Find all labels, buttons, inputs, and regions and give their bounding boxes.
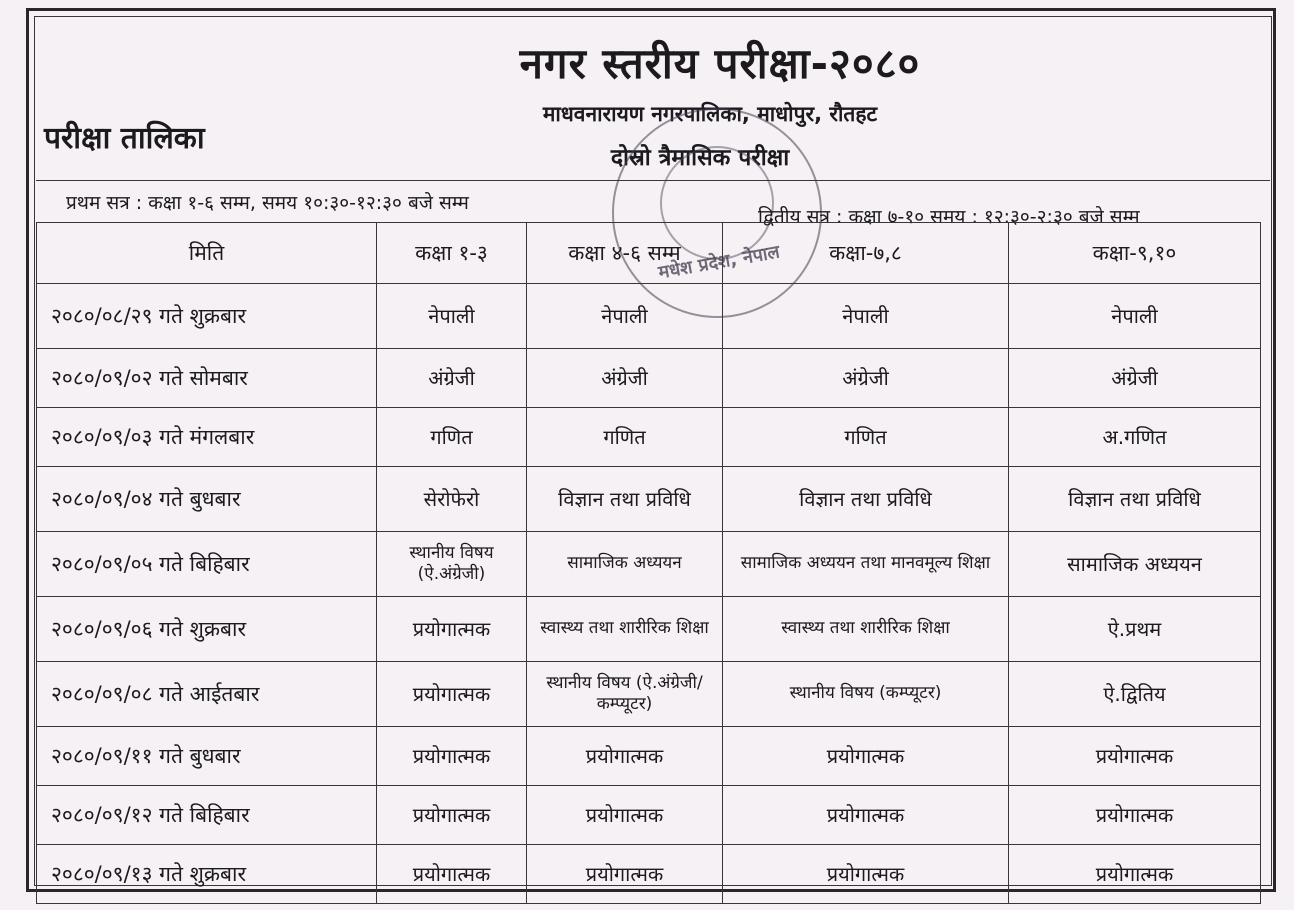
table-row bbox=[37, 467, 1261, 532]
subject-class-4-6: प्रयोगात्मक bbox=[527, 786, 723, 845]
column-header-class-9-10: कक्षा-९,१० bbox=[1009, 223, 1261, 284]
subject-class-1-3: अंग्रेजी bbox=[377, 349, 527, 408]
exam-name: दोस्रो त्रैमासिक परीक्षा bbox=[610, 145, 790, 171]
column-header-date: मिति bbox=[37, 223, 377, 284]
session-info-row bbox=[36, 180, 1270, 228]
subject-class-7-8: प्रयोगात्मक bbox=[723, 845, 1009, 904]
exam-date: २०८०/०९/०६ गते शुक्रबार bbox=[37, 597, 377, 662]
subject-class-7-8: विज्ञान तथा प्रविधि bbox=[723, 467, 1009, 532]
exam-date: २०८०/०९/०३ गते मंगलबार bbox=[37, 408, 377, 467]
exam-date: २०८०/०९/०४ गते बुधबार bbox=[37, 467, 377, 532]
table-row bbox=[37, 408, 1261, 467]
table-row bbox=[37, 284, 1261, 349]
exam-timetable bbox=[36, 222, 1261, 904]
page-title: नगर स्तरीय परीक्षा-२०८० bbox=[519, 39, 921, 88]
subject-class-9-10: प्रयोगात्मक bbox=[1009, 727, 1261, 786]
subject-class-7-8: अंग्रेजी bbox=[723, 349, 1009, 408]
subject-class-1-3: प्रयोगात्मक bbox=[377, 662, 527, 727]
subject-class-1-3: प्रयोगात्मक bbox=[377, 845, 527, 904]
subject-class-9-10: प्रयोगात्मक bbox=[1009, 786, 1261, 845]
subject-class-7-8: स्थानीय विषय (कम्प्यूटर) bbox=[723, 662, 1009, 727]
exam-date: २०८०/०९/१२ गते बिहिबार bbox=[37, 786, 377, 845]
subject-class-4-6: प्रयोगात्मक bbox=[527, 727, 723, 786]
subject-class-4-6: विज्ञान तथा प्रविधि bbox=[527, 467, 723, 532]
subject-class-1-3: सेरोफेरो bbox=[377, 467, 527, 532]
subject-class-7-8: प्रयोगात्मक bbox=[723, 727, 1009, 786]
seal-text: मधेश प्रदेश, नेपाल bbox=[656, 241, 782, 284]
subject-class-9-10: अंग्रेजी bbox=[1009, 349, 1261, 408]
table-row bbox=[37, 727, 1261, 786]
table-row bbox=[37, 532, 1261, 597]
exam-date: २०८०/०९/०८ गते आईतबार bbox=[37, 662, 377, 727]
subject-class-1-3: प्रयोगात्मक bbox=[377, 597, 527, 662]
table-row bbox=[37, 845, 1261, 904]
exam-date: २०८०/०९/१३ गते शुक्रबार bbox=[37, 845, 377, 904]
subject-class-7-8: प्रयोगात्मक bbox=[723, 786, 1009, 845]
subject-class-4-6: स्वास्थ्य तथा शारीरिक शिक्षा bbox=[527, 597, 723, 662]
table-row bbox=[37, 662, 1261, 727]
first-session-info: प्रथम सत्र : कक्षा १-६ सम्म, समय १०:३०-१२:३० बजे सम्म bbox=[66, 192, 469, 214]
column-header-class-1-3: कक्षा १-३ bbox=[377, 223, 527, 284]
subject-class-9-10: ऐ.द्वितिय bbox=[1009, 662, 1261, 727]
subject-class-7-8: स्वास्थ्य तथा शारीरिक शिक्षा bbox=[723, 597, 1009, 662]
subject-class-1-3: प्रयोगात्मक bbox=[377, 727, 527, 786]
subject-class-9-10: विज्ञान तथा प्रविधि bbox=[1009, 467, 1261, 532]
subject-class-9-10: सामाजिक अध्ययन bbox=[1009, 532, 1261, 597]
table-row bbox=[37, 597, 1261, 662]
subject-class-4-6: अंग्रेजी bbox=[527, 349, 723, 408]
subject-class-1-3: प्रयोगात्मक bbox=[377, 786, 527, 845]
subject-class-4-6: स्थानीय विषय (ऐ.अंग्रेजी/कम्प्यूटर) bbox=[527, 662, 723, 727]
exam-date: २०८०/०८/२९ गते शुक्रबार bbox=[37, 284, 377, 349]
schedule-heading: परीक्षा तालिका bbox=[44, 121, 205, 156]
subject-class-9-10: नेपाली bbox=[1009, 284, 1261, 349]
column-header-class-4-6: कक्षा ४-६ सम्म bbox=[527, 223, 723, 284]
subject-class-4-6: नेपाली bbox=[527, 284, 723, 349]
exam-date: २०८०/०९/०२ गते सोमबार bbox=[37, 349, 377, 408]
subject-class-7-8: गणित bbox=[723, 408, 1009, 467]
subject-class-7-8: सामाजिक अध्ययन तथा मानवमूल्य शिक्षा bbox=[723, 532, 1009, 597]
table-header-row bbox=[37, 223, 1261, 284]
subject-class-9-10: अ.गणित bbox=[1009, 408, 1261, 467]
subject-class-4-6: सामाजिक अध्ययन bbox=[527, 532, 723, 597]
table-row bbox=[37, 786, 1261, 845]
subject-class-1-3: स्थानीय विषय (ऐ.अंग्रेजी) bbox=[377, 532, 527, 597]
table-row bbox=[37, 349, 1261, 408]
column-header-class-7-8: कक्षा-७,८ bbox=[723, 223, 1009, 284]
subject-class-1-3: नेपाली bbox=[377, 284, 527, 349]
subject-class-1-3: गणित bbox=[377, 408, 527, 467]
municipality-name: माधवनारायण नगरपालिका, माधोपुर, रौतहट bbox=[542, 102, 878, 126]
subject-class-4-6: गणित bbox=[527, 408, 723, 467]
exam-date: २०८०/०९/०५ गते बिहिबार bbox=[37, 532, 377, 597]
subject-class-9-10: प्रयोगात्मक bbox=[1009, 845, 1261, 904]
subject-class-4-6: प्रयोगात्मक bbox=[527, 845, 723, 904]
second-session-info: द्वितीय सत्र : कक्षा ७-१० समय : १२:३०-२:३० बजे सम्म bbox=[758, 206, 1140, 228]
exam-date: २०८०/०९/११ गते बुधबार bbox=[37, 727, 377, 786]
subject-class-9-10: ऐ.प्रथम bbox=[1009, 597, 1261, 662]
subject-class-7-8: नेपाली bbox=[723, 284, 1009, 349]
